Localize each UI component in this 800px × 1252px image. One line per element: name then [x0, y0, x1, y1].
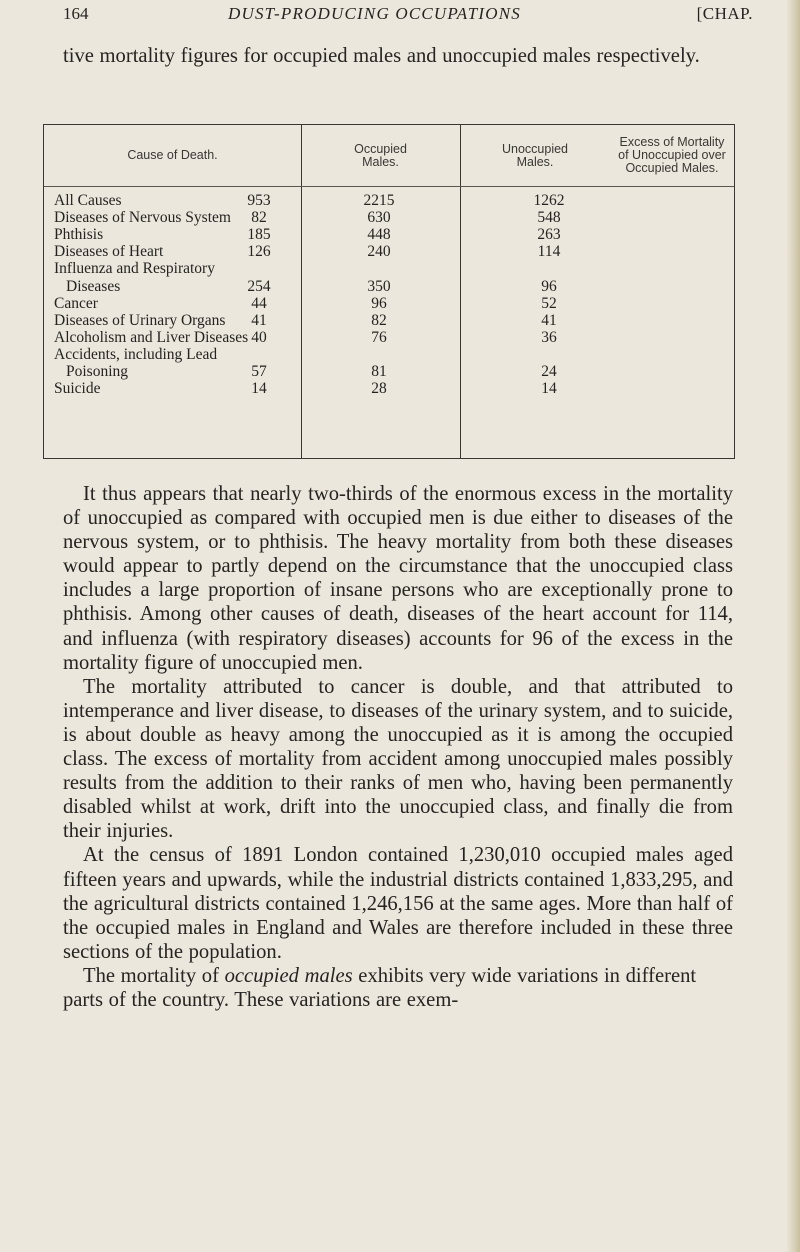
excess-cell: 96: [541, 277, 557, 295]
running-title: DUST-PRODUCING OCCUPATIONS: [228, 4, 521, 23]
cause-cell: Diseases of Urinary Organs: [54, 311, 226, 329]
text-run: exhibits very wide variations in different parts of the country. These variations are exem-: [63, 964, 697, 1011]
paragraph: At the census of 1891 London contained 1,230,010 occupied males aged fifteen years and upwards, while the industrial districts contained 1,833,295, and the agricultural districts contained 1,246,156 at the same ages. More than half of the occupied males in England and Wales are therefore included in these three sections of the population.: [63, 844, 733, 963]
table-row: [44, 363, 734, 380]
body-text: [63, 482, 733, 1012]
cause-cell: Diseases of Nervous System: [54, 209, 231, 227]
occupied-cell: 953: [247, 192, 271, 209]
paragraph: The mortality attributed to cancer is double, and that attributed to intemperance and liver disease, to diseases of the urinary system, and to suicide, is about double as heavy among the unoccupied as it is among the occupied class. The excess of mortality from accident among unoccupied males possibly results from the addition to their ranks of men who, having been permanently disabled whilst at work, drift into the unoccupied class, and finally die from their injuries.: [63, 675, 733, 843]
excess-cell: 263: [537, 226, 561, 244]
excess-cell: 41: [541, 311, 557, 329]
occupied-cell: 57: [251, 363, 267, 380]
cause-cell: Diseases of Heart: [54, 243, 164, 261]
paragraph: [63, 964, 733, 1012]
header-rule: [44, 186, 734, 187]
table-row: [44, 312, 734, 329]
excess-cell: 548: [537, 209, 561, 227]
excess-cell: 24: [541, 363, 557, 380]
unoccupied-cell: 76: [371, 328, 387, 346]
table-row: [44, 209, 734, 226]
occupied-cell: 185: [247, 226, 271, 244]
intro-paragraph: tive mortality figures for occupied males and unoccupied males respectively.: [63, 45, 700, 67]
excess-cell: 114: [537, 243, 561, 261]
table-row: [44, 243, 734, 260]
unoccupied-cell: 96: [371, 294, 387, 312]
occupied-cell: 14: [251, 380, 267, 398]
cause-cell: Suicide: [54, 380, 101, 398]
occupied-cell: 126: [247, 243, 271, 261]
excess-cell: 1262: [533, 192, 565, 209]
unoccupied-cell: 81: [371, 363, 387, 380]
unoccupied-cell: 350: [367, 277, 391, 295]
unoccupied-cell: 28: [371, 380, 387, 398]
paragraph: It thus appears that nearly two-thirds of the enormous excess in the mortality of unoccupied as compared with occupied men is due either to diseases of the nervous system, or to phthisis. The heavy mortality from both these diseases would appear to partly depend on the circumstance that the unoccupied class includes a large proportion of insane persons who are exceptionally prone to phthisis. Among other causes of death, diseases of the heart account for 114, and influenza (with respiratory diseases) accounts for 96 of the excess in the mortality figure of unoccupied men.: [63, 483, 733, 674]
running-header: [63, 4, 753, 30]
unoccupied-cell: 240: [367, 243, 391, 261]
cause-cell: Poisoning: [66, 363, 129, 380]
header-excess: Excess of Mortality of Unoccupied over Occupied Males.: [618, 135, 726, 175]
cause-cell: Diseases: [66, 277, 121, 295]
table-row: [44, 346, 734, 363]
emphasis-text: occupied males: [224, 964, 353, 987]
unoccupied-cell: 630: [367, 209, 391, 227]
excess-cell: 36: [541, 328, 557, 346]
table-row: [44, 380, 734, 397]
table-row: [44, 295, 734, 312]
unoccupied-cell: 82: [371, 311, 387, 329]
occupied-cell: 82: [251, 209, 267, 227]
header-unoccupied: Unoccupied Males.: [501, 141, 568, 169]
cause-cell: Phthisis: [54, 226, 104, 244]
unoccupied-cell: 448: [367, 226, 391, 244]
excess-cell: 14: [541, 380, 557, 398]
header-occupied: Occupied Males.: [354, 141, 407, 169]
table-row: [44, 260, 734, 277]
occupied-cell: 44: [251, 294, 267, 312]
table-row: [44, 329, 734, 346]
header-cause: Cause of Death.: [127, 148, 218, 162]
chapter-label: [CHAP.: [696, 4, 753, 23]
cause-cell: Cancer: [54, 294, 98, 312]
unoccupied-cell: 2215: [363, 192, 395, 209]
occupied-cell: 40: [251, 328, 267, 346]
page-edge-shadow: [786, 0, 800, 1252]
cause-cell: All Causes: [54, 192, 122, 209]
occupied-cell: 254: [247, 277, 271, 295]
excess-cell: 52: [541, 294, 557, 312]
cause-cell: Accidents, including Lead: [54, 345, 218, 363]
table-row: [44, 278, 734, 295]
table-row: [44, 226, 734, 243]
occupied-cell: 41: [251, 311, 267, 329]
mortality-table: [43, 124, 735, 459]
text-run: The mortality of: [83, 964, 225, 987]
table-row: [44, 192, 734, 209]
cause-cell: Influenza and Respiratory: [54, 260, 215, 278]
page-number: 164: [63, 4, 89, 23]
cause-cell: Alcoholism and Liver Diseases: [54, 328, 249, 346]
